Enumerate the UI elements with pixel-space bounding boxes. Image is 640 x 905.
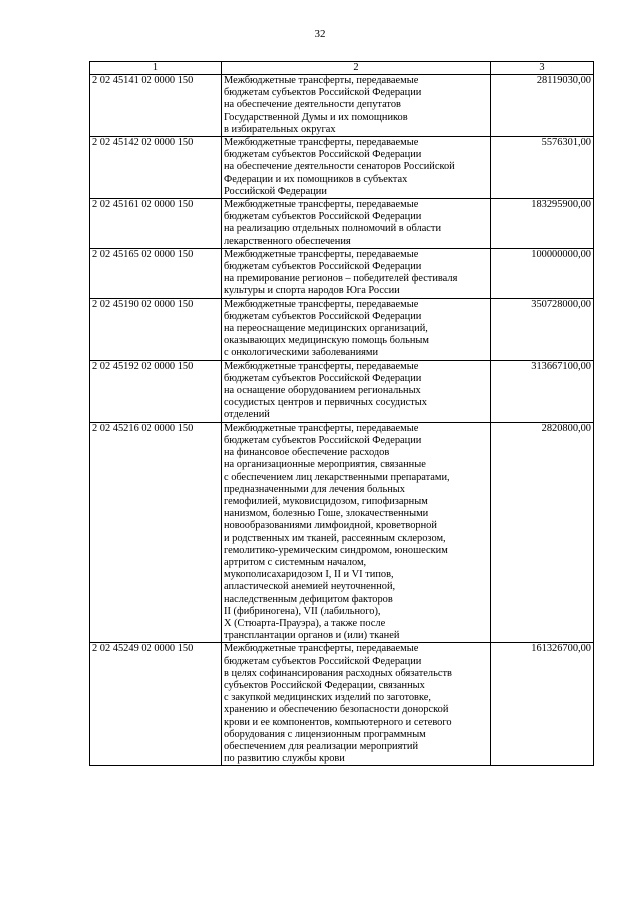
- description-line: субъектов Российской Федерации, связанных: [224, 679, 425, 691]
- description-line: Федерации и их помощников в субъектах: [224, 173, 408, 185]
- transfer-description: [222, 643, 491, 766]
- budget-code: 2 02 45141 02 0000 150: [90, 75, 222, 137]
- transfer-description: [222, 360, 491, 422]
- description-line: бюджетам субъектов Российской Федерации: [224, 211, 422, 223]
- budget-code: 2 02 45142 02 0000 150: [90, 137, 222, 199]
- description-line: II (фибриногена), VII (лабильного),: [224, 605, 381, 617]
- description-line: наследственным дефицитом факторов: [224, 593, 393, 605]
- description-line: Российской Федерации: [224, 185, 327, 197]
- amount: 2820800,00: [491, 422, 594, 643]
- description-line: по развитию службы крови: [224, 753, 345, 765]
- description-line: обеспечением для реализации мероприятий: [224, 740, 419, 752]
- table-row: [90, 360, 594, 422]
- amount: 183295900,00: [491, 199, 594, 249]
- amount: 350728000,00: [491, 298, 594, 360]
- description-line: Межбюджетные трансферты, передаваемые: [224, 137, 419, 149]
- description-line: культуры и спорта народов Юга России: [224, 285, 400, 297]
- budget-code: 2 02 45216 02 0000 150: [90, 422, 222, 643]
- budget-code: 2 02 45161 02 0000 150: [90, 199, 222, 249]
- transfer-description: [222, 75, 491, 137]
- description-line: бюджетам субъектов Российской Федерации: [224, 87, 422, 99]
- description-line: оказывающих медицинскую помощь больным: [224, 335, 429, 347]
- description-line: бюджетам субъектов Российской Федерации: [224, 655, 422, 667]
- description-line: в избирательных округах: [224, 123, 336, 135]
- description-line: бюджетам субъектов Российской Федерации: [224, 372, 422, 384]
- amount: 28119030,00: [491, 75, 594, 137]
- description-line: Государственной Думы и их помощников: [224, 111, 408, 123]
- description-line: хранению и обеспечению безопасности донорской: [224, 704, 449, 716]
- description-line: на финансовое обеспечение расходов: [224, 447, 390, 459]
- description-line: с онкологическими заболеваниями: [224, 347, 379, 359]
- description-line: на реализацию отдельных полномочий в области: [224, 223, 442, 235]
- budget-table: [89, 61, 594, 766]
- description-line: гемолитико-уремическим синдромом, юношеским: [224, 544, 448, 556]
- description-line: на премирование регионов – победителей фестиваля: [224, 273, 458, 285]
- description-line: на оснащение оборудованием региональных: [224, 385, 421, 397]
- description-line: с обеспечением лиц лекарственными препаратами,: [224, 471, 450, 483]
- amount: 313667100,00: [491, 360, 594, 422]
- budget-code: 2 02 45192 02 0000 150: [90, 360, 222, 422]
- description-line: Межбюджетные трансферты, передаваемые: [224, 248, 419, 260]
- column-header-1: 1: [90, 62, 222, 75]
- amount: 5576301,00: [491, 137, 594, 199]
- description-line: предназначенными для лечения больных: [224, 483, 405, 495]
- description-line: с закупкой медицинских изделий по заготовке,: [224, 692, 431, 704]
- table-row: [90, 248, 594, 298]
- description-line: и родственных им тканей, рассеянным склерозом,: [224, 532, 446, 544]
- description-line: бюджетам субъектов Российской Федерации: [224, 434, 422, 446]
- description-line: бюджетам субъектов Российской Федерации: [224, 149, 422, 161]
- description-line: на переоснащение медицинских организаций,: [224, 323, 428, 335]
- description-line: Межбюджетные трансферты, передаваемые: [224, 360, 419, 372]
- description-line: отделений: [224, 409, 270, 421]
- description-line: гемофилией, муковисцидозом, гипофизарным: [224, 495, 428, 507]
- budget-code: 2 02 45190 02 0000 150: [90, 298, 222, 360]
- description-line: лекарственного обеспечения: [224, 235, 351, 247]
- description-line: Межбюджетные трансферты, передаваемые: [224, 422, 419, 434]
- table-header-row: [90, 62, 594, 75]
- table-row: [90, 422, 594, 643]
- transfer-description: [222, 199, 491, 249]
- description-line: Межбюджетные трансферты, передаваемые: [224, 199, 419, 211]
- description-line: новообразованиями лимфоидной, кроветворной: [224, 520, 437, 532]
- description-line: в целях софинансирования расходных обязательств: [224, 667, 452, 679]
- description-line: мукополисахаридозом I, II и VI типов,: [224, 569, 394, 581]
- table-row: [90, 199, 594, 249]
- description-line: на обеспечение деятельности депутатов: [224, 99, 401, 111]
- transfer-description: [222, 298, 491, 360]
- column-header-2: 2: [222, 62, 491, 75]
- table-body: [90, 75, 594, 766]
- table-row: [90, 643, 594, 766]
- budget-code: 2 02 45165 02 0000 150: [90, 248, 222, 298]
- description-line: сосудистых центров и первичных сосудистых: [224, 397, 427, 409]
- description-line: трансплантации органов и (или) тканей: [224, 630, 400, 642]
- budget-code: 2 02 45249 02 0000 150: [90, 643, 222, 766]
- description-line: крови и ее компонентов, компьютерного и сетевого: [224, 716, 452, 728]
- description-line: Межбюджетные трансферты, передаваемые: [224, 298, 419, 310]
- description-line: X (Стюарта-Прауэра), а также после: [224, 617, 386, 629]
- description-line: бюджетам субъектов Российской Федерации: [224, 310, 422, 322]
- table-row: [90, 75, 594, 137]
- description-line: Межбюджетные трансферты, передаваемые: [224, 75, 419, 86]
- column-header-3: 3: [491, 62, 594, 75]
- description-line: нанизмом, болезнью Гоше, злокачественными: [224, 508, 429, 520]
- transfer-description: [222, 137, 491, 199]
- page-number: 32: [314, 28, 326, 40]
- description-line: апластической анемией неуточненной,: [224, 581, 396, 593]
- amount: 100000000,00: [491, 248, 594, 298]
- table-row: [90, 137, 594, 199]
- description-line: бюджетам субъектов Российской Федерации: [224, 261, 422, 273]
- amount: 161326700,00: [491, 643, 594, 766]
- transfer-description: [222, 248, 491, 298]
- description-line: на обеспечение деятельности сенаторов Российской: [224, 161, 455, 173]
- description-line: оборудования с лицензионным программным: [224, 728, 426, 740]
- table-row: [90, 298, 594, 360]
- description-line: Межбюджетные трансферты, передаваемые: [224, 643, 419, 655]
- description-line: на организационные мероприятия, связанные: [224, 459, 426, 471]
- transfer-description: [222, 422, 491, 643]
- description-line: артритом с системным началом,: [224, 556, 367, 568]
